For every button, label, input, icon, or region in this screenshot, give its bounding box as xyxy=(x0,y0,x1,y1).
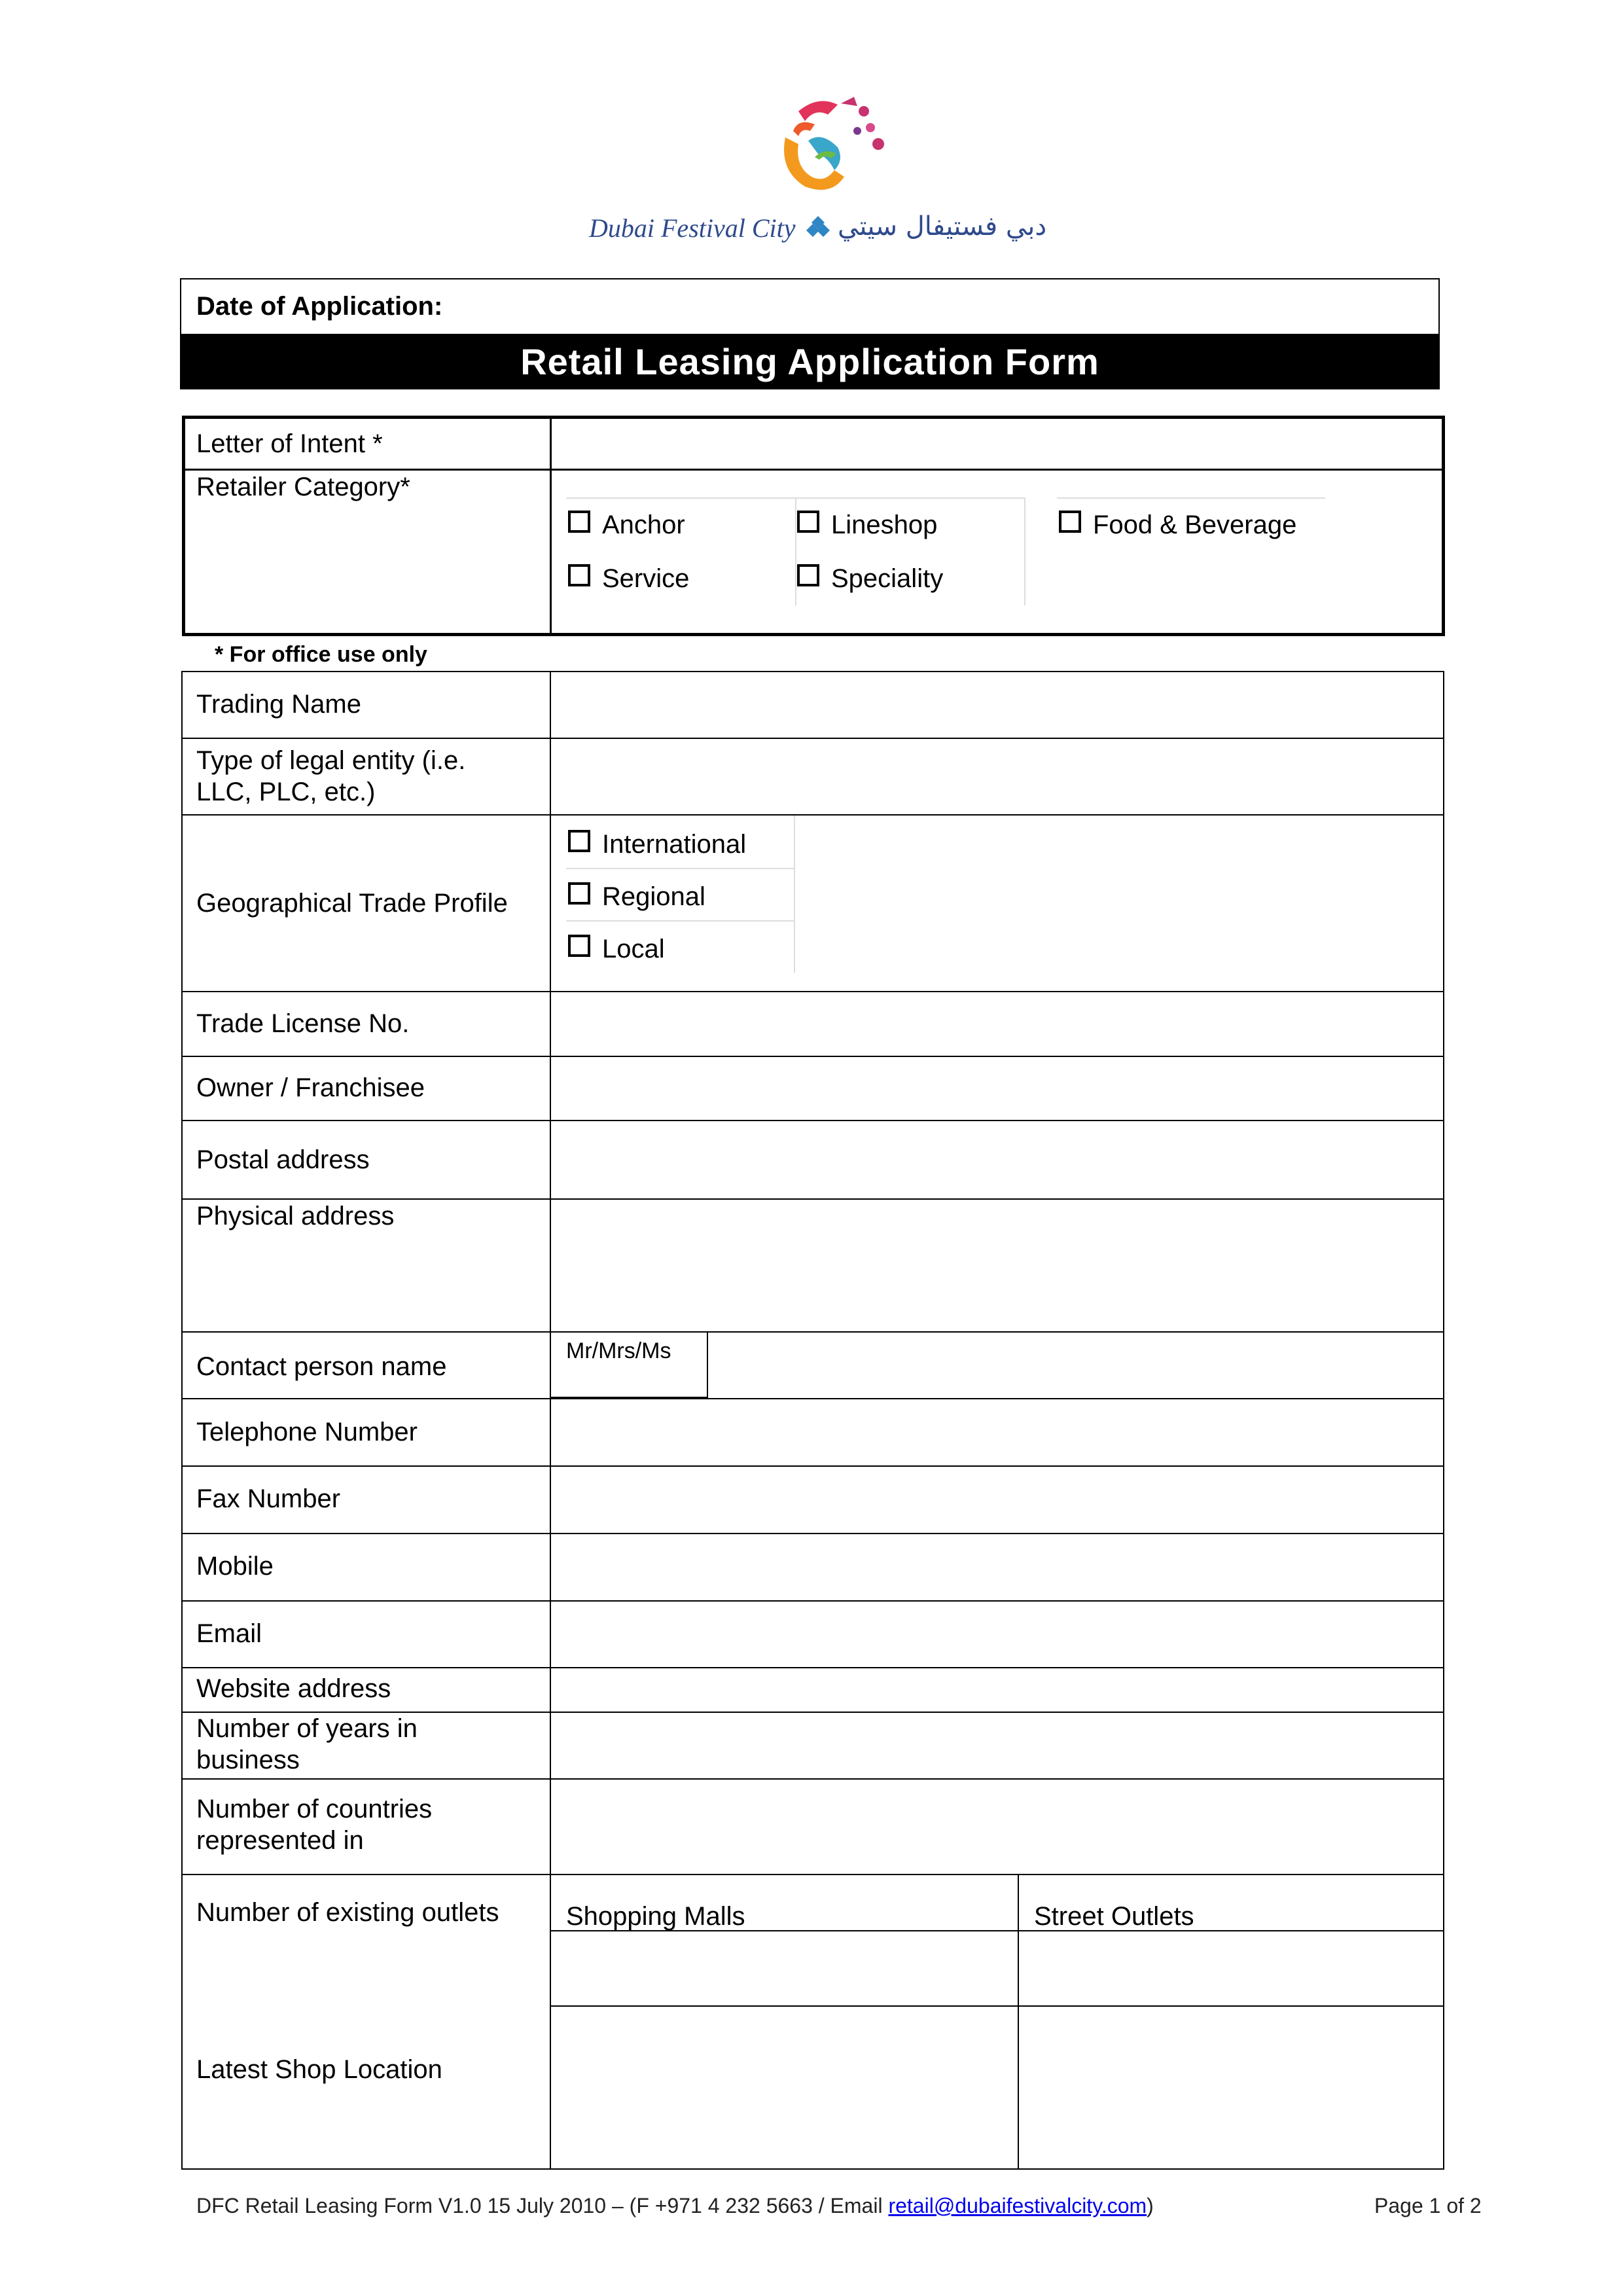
service-checkbox[interactable] xyxy=(568,564,590,586)
latest-shop-location-label: Latest Shop Location xyxy=(196,2055,442,2084)
legal-entity-input[interactable] xyxy=(553,740,1442,813)
trading-name-label: Trading Name xyxy=(196,690,361,719)
anchor-label: Anchor xyxy=(602,511,685,539)
website-label: Website address xyxy=(196,1674,391,1703)
service-label: Service xyxy=(602,564,690,593)
international-checkbox[interactable] xyxy=(568,830,590,852)
anchor-checkbox[interactable] xyxy=(568,511,590,533)
mobile-input[interactable] xyxy=(553,1535,1442,1599)
logo xyxy=(589,92,1047,255)
shopping-malls-label: Shopping Malls xyxy=(566,1902,745,1931)
street-outlets-label: Street Outlets xyxy=(1034,1902,1194,1931)
existing-outlets-label: Number of existing outlets xyxy=(196,1898,499,1927)
logo-text-en: Dubai Festival City xyxy=(589,213,796,243)
years-label-2: business xyxy=(196,1746,300,1774)
food-beverage-label: Food & Beverage xyxy=(1093,511,1297,539)
street-outlets-count-input[interactable] xyxy=(1021,1933,1442,2004)
trade-license-label: Trade License No. xyxy=(196,1009,410,1038)
speciality-checkbox[interactable] xyxy=(797,564,819,586)
physical-address-label: Physical address xyxy=(196,1202,395,1230)
contact-person-input[interactable] xyxy=(710,1334,1442,1397)
retailer-category-label: Retailer Category* xyxy=(196,473,410,501)
latest-mall-location-input[interactable] xyxy=(553,2008,1015,2167)
legal-entity-label-1: Type of legal entity (i.e. xyxy=(196,746,466,775)
mobile-label: Mobile xyxy=(196,1552,274,1581)
local-label: Local xyxy=(602,935,665,963)
page-number: Page 1 of 2 xyxy=(1374,2194,1482,2217)
regional-label: Regional xyxy=(602,882,705,911)
speciality-label: Speciality xyxy=(831,564,944,593)
local-checkbox[interactable] xyxy=(568,935,590,957)
telephone-label: Telephone Number xyxy=(196,1418,418,1446)
countries-label-2: represented in xyxy=(196,1826,364,1855)
email-input[interactable] xyxy=(553,1603,1442,1666)
footer xyxy=(196,2193,1154,2219)
geo-profile-label: Geographical Trade Profile xyxy=(196,889,508,918)
postal-address-input[interactable] xyxy=(553,1122,1442,1197)
regional-checkbox[interactable] xyxy=(568,882,590,905)
website-input[interactable] xyxy=(553,1670,1442,1710)
footer-email-link[interactable]: retail@dubaifestivalcity.com xyxy=(888,2194,1147,2217)
logo-text-ar: دبي فستيفال سيتي xyxy=(838,211,1047,242)
owner-input[interactable] xyxy=(553,1058,1442,1119)
contact-person-label: Contact person name xyxy=(196,1352,447,1381)
fax-label: Fax Number xyxy=(196,1484,341,1513)
physical-address-input[interactable] xyxy=(553,1201,1442,1330)
fax-input[interactable] xyxy=(553,1468,1442,1532)
years-input[interactable] xyxy=(553,1714,1442,1777)
shopping-malls-count-input[interactable] xyxy=(553,1933,1015,2004)
trading-name-input[interactable] xyxy=(553,673,1442,736)
form-title: Retail Leasing Application Form xyxy=(520,341,1099,382)
postal-address-label: Postal address xyxy=(196,1145,370,1174)
countries-label-1: Number of countries xyxy=(196,1795,433,1823)
office-use-note: * For office use only xyxy=(215,642,427,667)
telephone-input[interactable] xyxy=(553,1401,1442,1464)
diamond-icon xyxy=(805,215,831,241)
trade-license-input[interactable] xyxy=(553,994,1442,1054)
footer-text: DFC Retail Leasing Form V1.0 15 July 2010 – (F +971 4 232 5663 / Email xyxy=(196,2194,889,2217)
letter-of-intent-label: Letter of Intent * xyxy=(196,429,383,458)
email-label: Email xyxy=(196,1619,262,1648)
lineshop-checkbox[interactable] xyxy=(797,511,819,533)
food-beverage-checkbox[interactable] xyxy=(1059,511,1081,533)
international-label: International xyxy=(602,830,747,859)
logo-mark-icon xyxy=(759,92,890,209)
owner-label: Owner / Franchisee xyxy=(196,1073,425,1102)
footer-close: ) xyxy=(1147,2194,1154,2217)
title-prefix-label: Mr/Mrs/Ms xyxy=(566,1338,671,1363)
date-of-application-label: Date of Application: xyxy=(196,292,443,321)
years-label-1: Number of years in xyxy=(196,1714,418,1743)
letter-of-intent-input[interactable] xyxy=(553,419,1442,467)
legal-entity-label-2: LLC, PLC, etc.) xyxy=(196,778,376,806)
latest-street-location-input[interactable] xyxy=(1021,2008,1442,2167)
countries-input[interactable] xyxy=(553,1781,1442,1873)
lineshop-label: Lineshop xyxy=(831,511,938,539)
